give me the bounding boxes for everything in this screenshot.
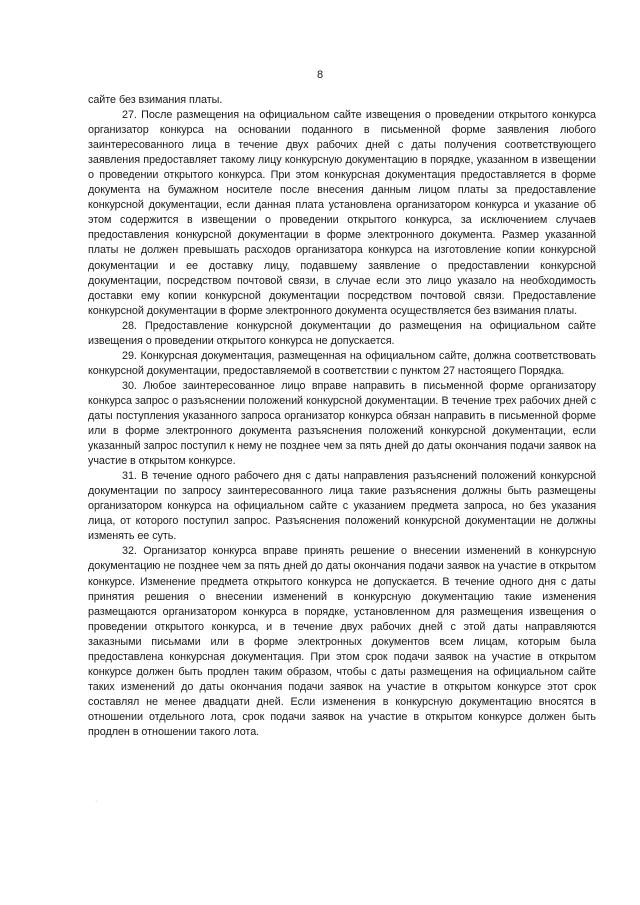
paragraph-clause-32: 32. Организатор конкурса вправе принять решение о внесении изменений в конкурсную документацию не позднее чем за пять дней до даты окончания подачи заявок на участие в открытом конкурсе. Изменение предмета открытого конкурса не допускается. В течение одного дня с даты принятия решения о внесении изменений в конкурсную документацию такие изменения размещаются организатором конкурса в порядке, установленном для размещения извещения о проведении открытого конкурса, и в течение двух рабочих дней с этой даты направляются заказными письмами или в форме электронных документов всем лицам, которым была предоставлена конкурсная документация. При этом срок подачи заявок на участие в открытом конкурсе должен быть продлен таким образом, чтобы с даты размещения на официальном сайте таких изменений до даты окончания подачи заявок на участие в открытом конкурсе этот срок составлял не менее двадцати дней. Если изменения в конкурсную документацию вносятся в отношении отдельного лота, срок подачи заявок на участие в открытом конкурсе должен быть продлен в отношении такого лота. bbox=[88, 545, 596, 738]
paragraph-continuation: сайте без взимания платы. bbox=[88, 94, 223, 106]
paragraph-clause-29: 29. Конкурсная документация, размещенная на официальном сайте, должна соответствовать конкурсной документации, предоставляемой в соответствии с пунктом 27 настоящего Порядка. bbox=[88, 349, 596, 377]
scan-speck: · bbox=[95, 798, 98, 805]
page-number: 8 bbox=[316, 69, 324, 81]
paragraph-clause-28: 28. Предоставление конкурсной документации до размещения на официальном сайте извещения о проведении открытого конкурса не допускается. bbox=[88, 319, 596, 347]
document-body bbox=[88, 93, 596, 740]
paragraph-clause-31: 31. В течение одного рабочего дня с даты направления разъяснений положений конкурсной документации по запросу заинтересованного лица такие разъяснения должны быть размещены организатором конкурса на официальном сайте с указанием предмета запроса, но без указания лица, от которого поступил запрос. Разъяснения положений конкурсной документации не должны изменять ее суть. bbox=[88, 470, 596, 543]
paragraph-clause-30: 30. Любое заинтересованное лицо вправе направить в письменной форме организатору конкурса запрос о разъяснении положений конкурсной документации. В течение трех рабочих дней с даты поступления указанного запроса организатор конкурса обязан направить в письменной форме или в форме электронного документа разъяснения положений конкурсной документации, если указанный запрос поступил к нему не позднее чем за пять дней до даты окончания подачи заявок на участие в открытом конкурсе. bbox=[88, 379, 596, 468]
paragraph-clause-27: 27. После размещения на официальном сайте извещения о проведении открытого конкурса организатор конкурса на основании поданного в письменной форме заявления любого заинтересованного лица в течение двух рабочих дней с даты получения соответствующего заявления предоставляет такому лицу конкурсную документацию в порядке, указанном в извещении о проведении открытого конкурса. При этом конкурсная документация предоставляется в форме документа на бумажном носителе после внесения данным лицом платы за предоставление конкурсной документации, если данная плата установлена организатором конкурса и указание об этом содержится в извещении о проведении открытого конкурса, за исключением случаев предоставления конкурсной документации в форме электронного документа. Размер указанной платы не должен превышать расходов организатора конкурса на изготовление копии конкурсной документации и ее доставку лицу, подавшему заявление о предоставлении конкурсной документации, посредством почтовой связи, в случае если это лицо указало на необходимость доставки ему копии конкурсной документации посредством почтовой связи. Предоставление конкурсной документации в форме электронного документа осуществляется без взимания платы. bbox=[88, 109, 596, 317]
